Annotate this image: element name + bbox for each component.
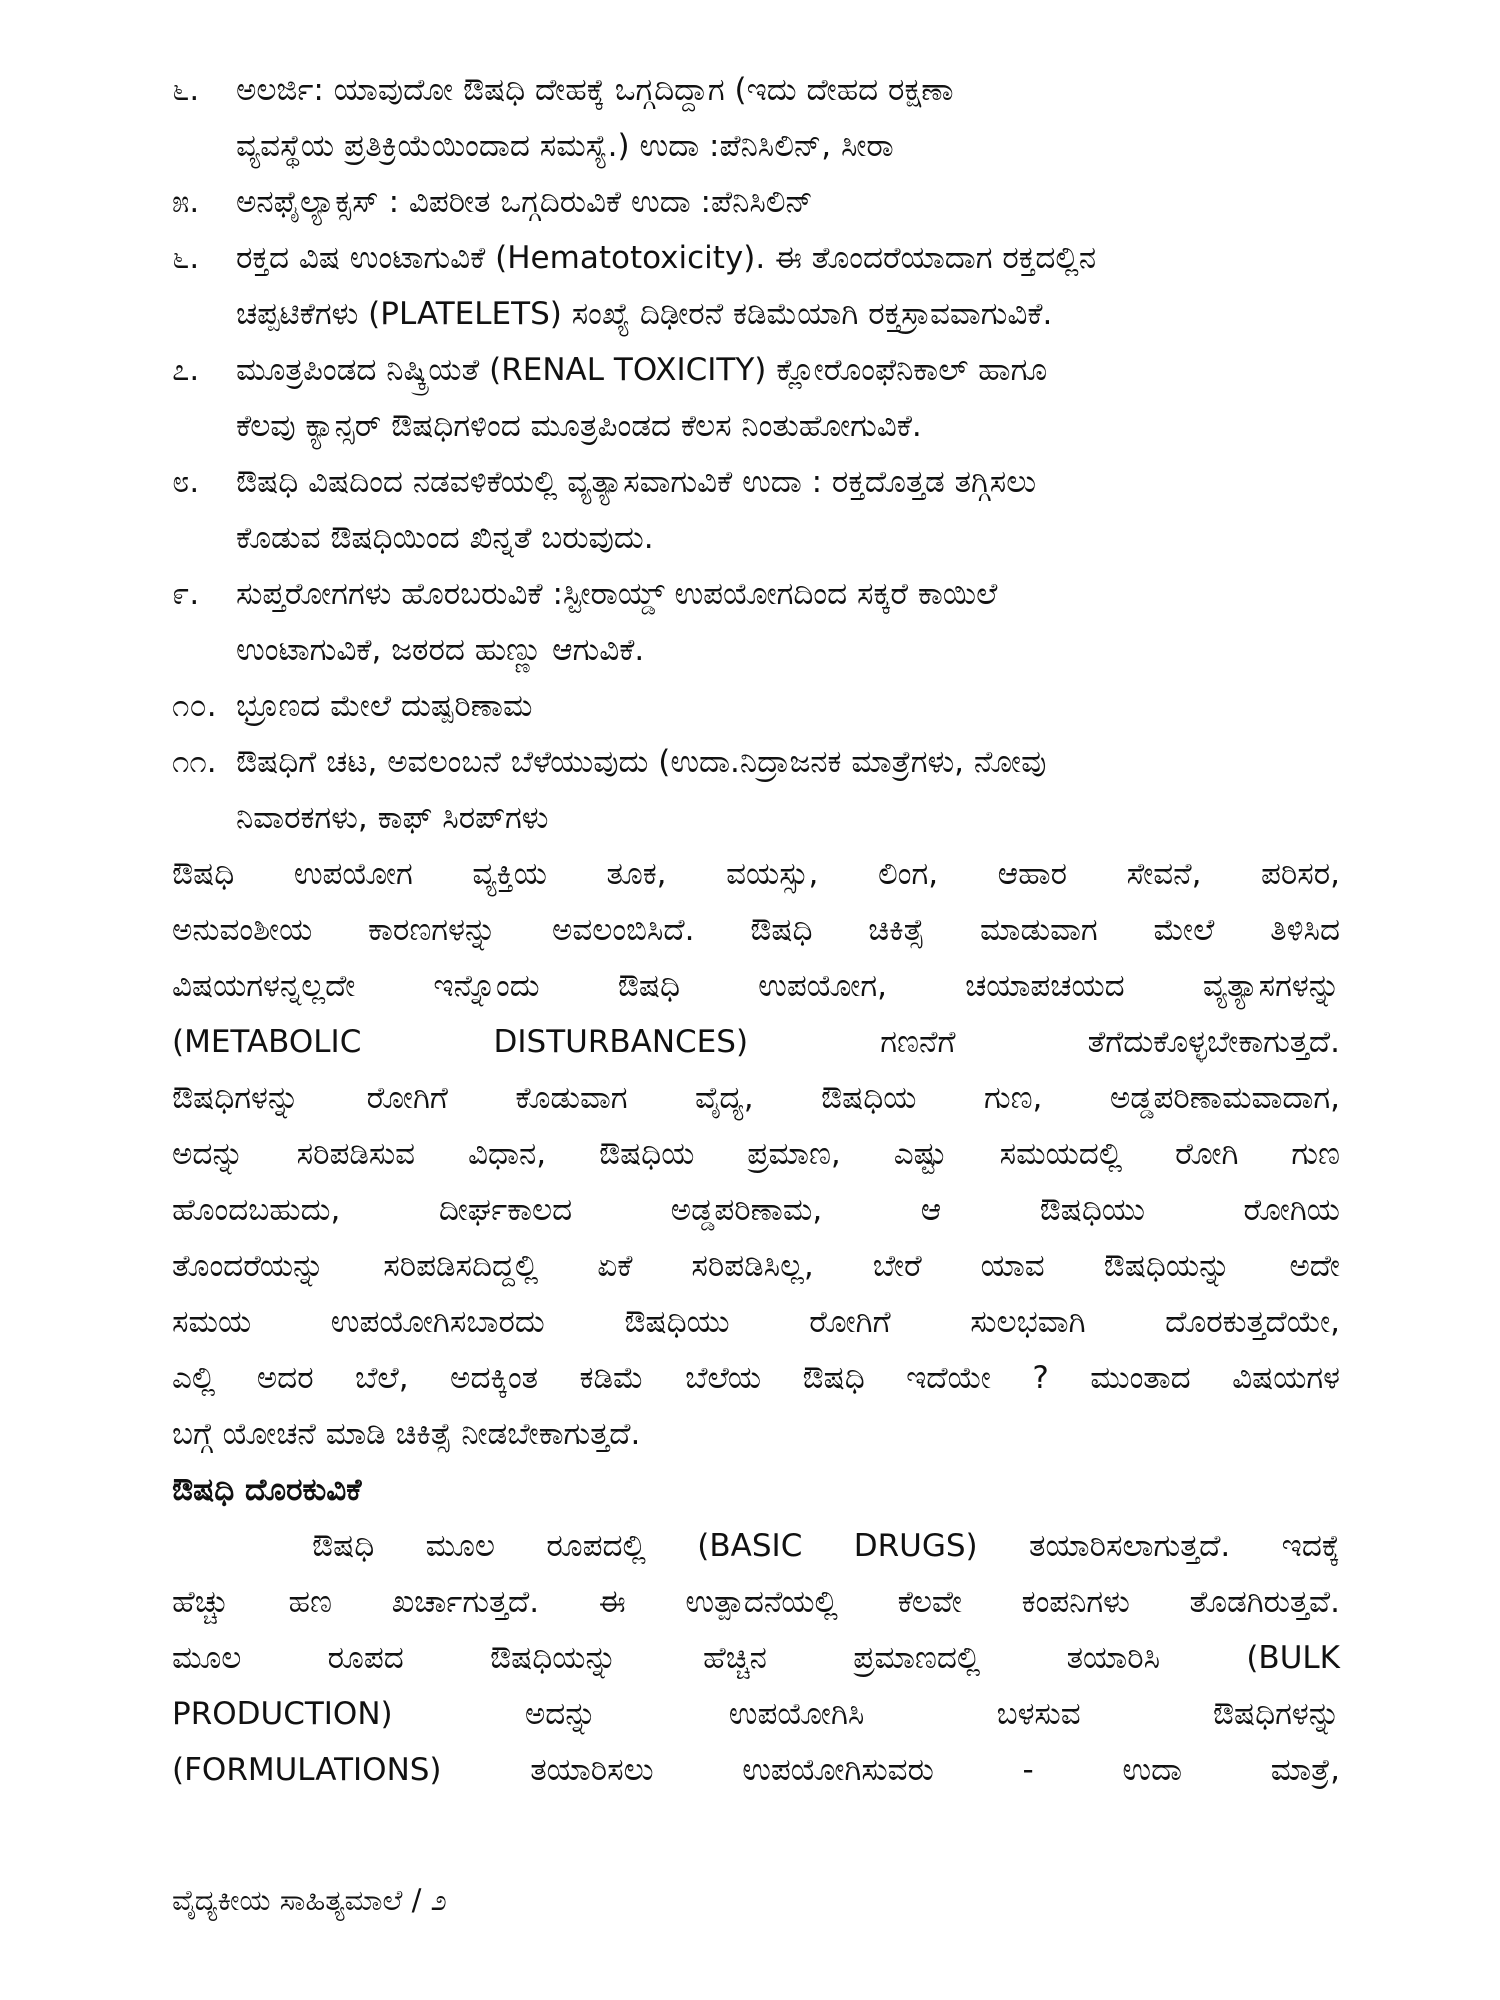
paragraph-line: PRODUCTION) ಅದನ್ನು ಉಪಯೋಗಿಸಿ ಬಳಸುವ ಔಷಧಿಗಳನ್ನು <box>172 1696 1340 1732</box>
list-number: ೬. <box>172 72 200 108</box>
paragraph-line: (METABOLIC DISTURBANCES) ಗಣನೆಗೆ ತೆಗೆದುಕೊಳ್ಳಬೇಕಾಗುತ್ತದೆ. <box>172 1024 1340 1060</box>
list-text-line: ಕೆಲವು ಕ್ಯಾನ್ಸರ್ ಔಷಧಿಗಳಿಂದ ಮೂತ್ರಪಿಂಡದ ಕೆಲಸ ನಿಂತುಹೋಗುವಿಕೆ. <box>236 408 922 444</box>
list-text-line: ಸುಪ್ತರೋಗಗಳು ಹೊರಬರುವಿಕೆ :ಸ್ಟೀರಾಯ್ಡ್ ಉಪಯೋಗದಿಂದ ಸಕ್ಕರೆ ಕಾಯಿಲೆ <box>236 576 998 612</box>
list-item <box>172 678 1340 734</box>
list-item <box>172 62 1340 174</box>
list-item <box>172 566 1340 678</box>
paragraph-line: (FORMULATIONS) ತಯಾರಿಸಲು ಉಪಯೋಗಿಸುವರು - ಉದಾ ಮಾತ್ರೆ, <box>172 1752 1340 1788</box>
list-item <box>172 734 1340 846</box>
paragraph-drug-availability <box>172 1518 1340 1798</box>
list-number: ೭. <box>172 352 200 388</box>
list-number: ೧೦. <box>172 688 217 724</box>
paragraph-line: ಹೆಚ್ಚು ಹಣ ಖರ್ಚಾಗುತ್ತದೆ. ಈ ಉತ್ಪಾದನೆಯಲ್ಲಿ ಕೆಲವೇ ಕಂಪನಿಗಳು ತೊಡಗಿರುತ್ತವೆ. <box>172 1584 1340 1620</box>
list-item <box>172 342 1340 454</box>
paragraph-line: ಅದನ್ನು ಸರಿಪಡಿಸುವ ವಿಧಾನ, ಔಷಧಿಯ ಪ್ರಮಾಣ, ಎಷ್ಟು ಸಮಯದಲ್ಲಿ ರೋಗಿ ಗುಣ <box>172 1136 1340 1172</box>
text-body <box>172 62 1340 1798</box>
section-heading: ಔಷಧಿ ದೊರಕುವಿಕೆ <box>172 1472 362 1508</box>
page-footer: ವೈದ್ಯಕೀಯ ಸಾಹಿತ್ಯಮಾಲೆ / ೨ <box>172 1883 447 1917</box>
list-text-line: ಅನಫೈಲ್ಯಾಕ್ಸಸ್ : ವಿಪರೀತ ಒಗ್ಗದಿರುವಿಕೆ ಉದಾ :ಪೆನಿಸಿಲಿನ್ <box>236 184 813 220</box>
paragraph-line: ತೊಂದರೆಯನ್ನು ಸರಿಪಡಿಸದಿದ್ದಲ್ಲಿ ಏಕೆ ಸರಿಪಡಿಸಿಲ್ಲ, ಬೇರೆ ಯಾವ ಔಷಧಿಯನ್ನು ಅದೇ <box>172 1248 1340 1284</box>
list-text-line: ಚಪ್ಪಟಿಕೆಗಳು (PLATELETS) ಸಂಖ್ಯೆ ದಿಢೀರನೆ ಕಡಿಮೆಯಾಗಿ ರಕ್ತಸ್ರಾವವಾಗುವಿಕೆ. <box>236 296 1053 332</box>
paragraph-line: ಬಗ್ಗೆ ಯೋಚನೆ ಮಾಡಿ ಚಿಕಿತ್ಸೆ ನೀಡಬೇಕಾಗುತ್ತದೆ. <box>172 1416 641 1452</box>
list-number: ೧೧. <box>172 744 217 780</box>
list-text-line: ಔಷಧಿ ವಿಷದಿಂದ ನಡವಳಿಕೆಯಲ್ಲಿ ವ್ಯತ್ಯಾಸವಾಗುವಿಕೆ ಉದಾ : ರಕ್ತದೊತ್ತಡ ತಗ್ಗಿಸಲು <box>236 464 1037 500</box>
list-text-line: ಉಂಟಾಗುವಿಕೆ, ಜಠರದ ಹುಣ್ಣು ಆಗುವಿಕೆ. <box>236 632 645 668</box>
list-text-line: ಮೂತ್ರಪಿಂಡದ ನಿಷ್ಕ್ರಿಯತೆ (RENAL TOXICITY) ಕ್ಲೋರೊಂಫೆನಿಕಾಲ್ ಹಾಗೂ <box>236 352 1048 388</box>
paragraph-line: ಹೊಂದಬಹುದು, ದೀರ್ಘಕಾಲದ ಅಡ್ಡಪರಿಣಾಮ, ಆ ಔಷಧಿಯು ರೋಗಿಯ <box>172 1192 1340 1228</box>
paragraph-line: ಸಮಯ ಉಪಯೋಗಿಸಬಾರದು ಔಷಧಿಯು ರೋಗಿಗೆ ಸುಲಭವಾಗಿ ದೊರಕುತ್ತದೆಯೇ, <box>172 1304 1340 1340</box>
list-text-line: ಕೊಡುವ ಔಷಧಿಯಿಂದ ಖಿನ್ನತೆ ಬರುವುದು. <box>236 520 654 556</box>
list-item <box>172 454 1340 566</box>
list-text-line: ವ್ಯವಸ್ಥೆಯ ಪ್ರತಿಕ್ರಿಯೆಯಿಂದಾದ ಸಮಸ್ಯೆ.) ಉದಾ :ಪೆನಿಸಿಲಿನ್, ಸೀರಾ <box>236 128 894 164</box>
list-number: ೮. <box>172 464 200 500</box>
paragraph-line: ಔಷಧಿಗಳನ್ನು ರೋಗಿಗೆ ಕೊಡುವಾಗ ವೈದ್ಯ, ಔಷಧಿಯ ಗುಣ, ಅಡ್ಡಪರಿಣಾಮವಾದಾಗ, <box>172 1080 1340 1116</box>
paragraph-line: ವಿಷಯಗಳನ್ನಲ್ಲದೇ ಇನ್ನೊಂದು ಔಷಧಿ ಉಪಯೋಗ, ಚಯಾಪಚಯದ ವ್ಯತ್ಯಾಸಗಳನ್ನು <box>172 968 1340 1004</box>
list-number: ೯. <box>172 576 200 612</box>
paragraph-line: ಔಷಧಿ ಉಪಯೋಗ ವ್ಯಕ್ತಿಯ ತೂಕ, ವಯಸ್ಸು, ಲಿಂಗ, ಆಹಾರ ಸೇವನೆ, ಪರಿಸರ, <box>172 856 1340 892</box>
list-text-line: ಅಲರ್ಜಿ: ಯಾವುದೋ ಔಷಧಿ ದೇಹಕ್ಕೆ ಒಗ್ಗದಿದ್ದಾಗ (ಇದು ದೇಹದ ರಕ್ಷಣಾ <box>236 72 954 108</box>
paragraph-line: ಮೂಲ ರೂಪದ ಔಷಧಿಯನ್ನು ಹೆಚ್ಚಿನ ಪ್ರಮಾಣದಲ್ಲಿ ತಯಾರಿಸಿ (BULK <box>172 1640 1340 1676</box>
list-text-line: ನಿವಾರಕಗಳು, ಕಾಫ್ ಸಿರಪ್‌ಗಳು <box>236 800 549 836</box>
list-item <box>172 230 1340 342</box>
list-number: ೬. <box>172 240 200 276</box>
paragraph-line: ಎಲ್ಲಿ ಅದರ ಬೆಲೆ, ಅದಕ್ಕಿಂತ ಕಡಿಮೆ ಬೆಲೆಯ ಔಷಧಿ ಇದೆಯೇ ? ಮುಂತಾದ ವಿಷಯಗಳ <box>172 1360 1340 1396</box>
list-item <box>172 174 1340 230</box>
paragraph-line: ಅನುವಂಶೀಯ ಕಾರಣಗಳನ್ನು ಅವಲಂಬಿಸಿದೆ. ಔಷಧಿ ಚಿಕಿತ್ಸೆ ಮಾಡುವಾಗ ಮೇಲೆ ತಿಳಿಸಿದ <box>172 912 1340 948</box>
list-text-line: ಭ್ರೂಣದ ಮೇಲೆ ದುಷ್ಪರಿಣಾಮ <box>236 688 533 724</box>
list-number: ೫. <box>172 184 200 220</box>
list-text-line: ಔಷಧಿಗೆ ಚಟ, ಅವಲಂಬನೆ ಬೆಳೆಯುವುದು (ಉದಾ.ನಿದ್ರಾಜನಕ ಮಾತ್ರೆಗಳು, ನೋವು <box>236 744 1047 780</box>
paragraph-drug-usage <box>172 846 1340 1462</box>
paragraph-line: ಔಷಧಿ ಮೂಲ ರೂಪದಲ್ಲಿ (BASIC DRUGS) ತಯಾರಿಸಲಾಗುತ್ತದೆ. ಇದಕ್ಕೆ <box>312 1528 1340 1564</box>
list-text-line: ರಕ್ತದ ವಿಷ ಉಂಟಾಗುವಿಕೆ (Hematotoxicity). ಈ ತೊಂದರೆಯಾದಾಗ ರಕ್ತದಲ್ಲಿನ <box>236 240 1097 276</box>
